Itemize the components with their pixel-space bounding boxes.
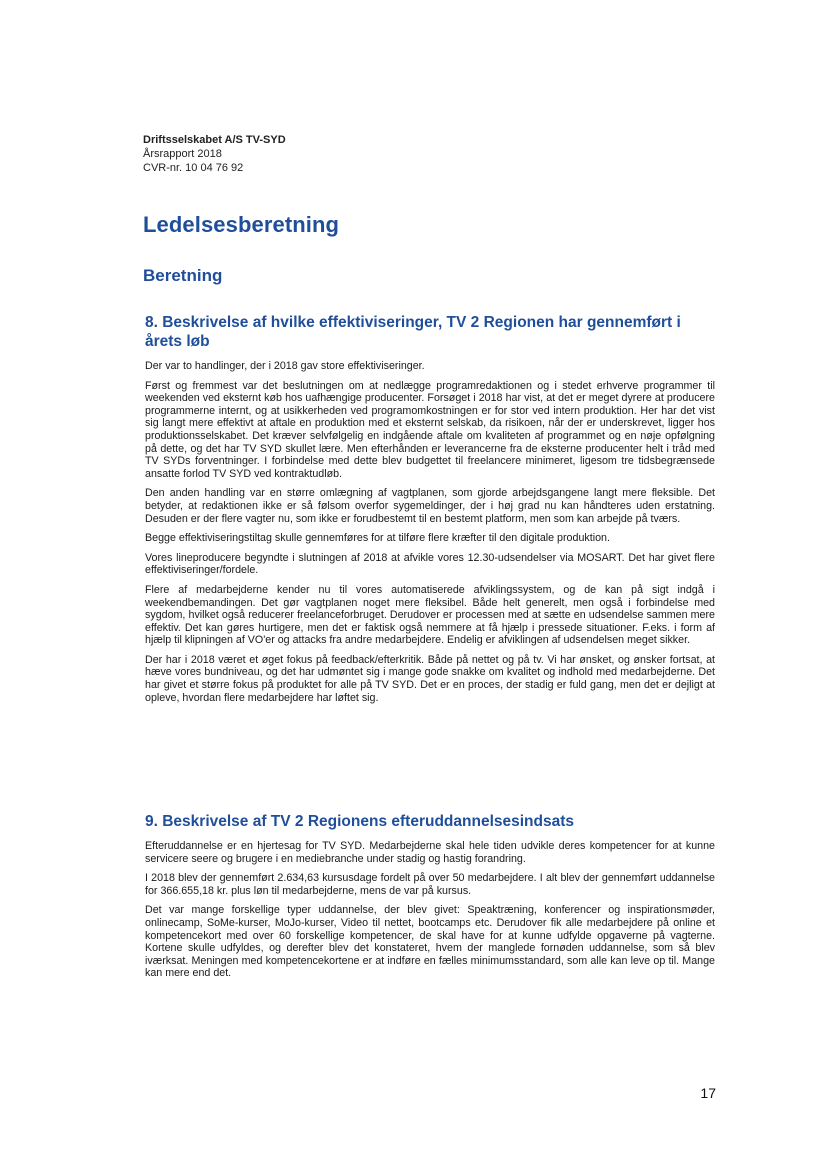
page-subtitle: Beretning — [143, 266, 223, 285]
paragraph: Den anden handling var en større omlægning af vagtplanen, som gjorde arbejdsgangene langt mere fleksible. Det betyder, at redaktionen ikke er så følsom overfor sygemeldinger, der i høj grad nu kan håndteres uden erstatning. Desuden er der flere vagter nu, som ikke er forudbestemt til en bestemt platform, men som kan arbejde på tværs. — [145, 487, 715, 525]
paragraph: Der har i 2018 været et øget fokus på feedback/efterkritik. Både på nettet og på tv. Vi har ønsket, og ønsker fortsat, at hæve vores bundniveau, og det har udmøntet sig i mange gode snakke om kvalitet og indhold med medarbejderne. Det har givet et større fokus på produktet for alle på TV SYD. Det er en proces, der stadig er fuld gang, men det er dejligt at opleve, hvordan flere medarbejdere har løftet sig. — [145, 653, 715, 704]
paragraph: Først og fremmest var det beslutningen om at nedlægge programredaktionen og i stedet erhverve programmer til weekenden ved eksternt køb hos uafhængige producenter. Forsøget i 2018 har vist, at det er meget dyrere at producere programmerne internt, og at usikkerheden ved programomkostningen er for stor ved intern produktion. Her har det vist sig langt mere effektivt at aftale en produktion med et eksternt selskab, da risikoen, når der er underskrevet, ligger hos produktionsselskabet. Det kræver selvfølgelig en indgående aftale om kvaliteten af programmet og en nøje opfølgning på dette, og det har TV SYD skullet lære. Men efterhånden er leverancerne fra de eksterne producenter helt i tråd med TV SYDs forventninger. I forbindelse med dette blev budgettet til freelancere minimeret, ligesom tre tidsbegrænsede ansatte forlod TV SYD ved kontraktudløb. — [145, 379, 715, 480]
paragraph: Vores lineproducere begyndte i slutningen af 2018 at afvikle vores 12.30-udsendelser via MOSART. Det har givet flere effektiviseringer/fordele. — [145, 551, 715, 577]
paragraph: Der var to handlinger, der i 2018 gav store effektiviseringer. — [145, 360, 425, 372]
paragraph: Det var mange forskellige typer uddannelse, der blev givet: Speaktræning, konferencer og inspirationsmøder, onlinecamp, SoMe-kurser, MoJo-kurser, Video til nettet, bootcamps etc. Derudover fik alle medarbejdere på online et kompetencekort med over 60 forskellige kompetencer, de skal have for at kunne udfylde opgaverne på vagterne. Kortene skulle udfyldes, og derefter blev det konstateret, hvem der manglede fornøden uddannelse, som så blev iværksat. Meningen med kompetencekortene er at indføre en fælles minimumsstandard, som alle kan leve op til. Mange kan mere end det. — [145, 904, 715, 980]
paragraph: Begge effektiviseringstiltag skulle gennemføres for at tilføre flere kræfter til den digitale produktion. — [145, 532, 610, 545]
report-title: Årsrapport 2018 — [143, 148, 222, 160]
cvr-number: CVR-nr. 10 04 76 92 — [143, 162, 244, 174]
section-9-heading: 9. Beskrivelse af TV 2 Regionens efteruddannelsesindsats — [145, 813, 574, 830]
document-header — [143, 133, 543, 175]
company-name: Driftsselskabet A/S TV-SYD — [143, 134, 286, 146]
section-8 — [145, 313, 715, 711]
page-title: Ledelsesberetning — [143, 212, 340, 237]
paragraph: I 2018 blev der gennemført 2.634,63 kursusdage fordelt på over 50 medarbejdere. I alt blev der gennemført uddannelse for 366.655,18 kr. plus løn til medarbejderne, mens de var på kursus. — [145, 872, 715, 897]
paragraph: Flere af medarbejderne kender nu til vores automatiserede afviklingssystem, og de kan på sigt indgå i weekendbemandingen. Det gør vagtplanen noget mere fleksibel. Både helt generelt, men også i forbindelse med sygdom, hvilket også reducerer freelanceforbruget. Derudover er processen med at sætte en udsendelse sammen mere effektiv. Det kan gøres hurtigere, men det er faktisk også nemmere at få hjælp i pressede situationer. F.eks. i form af hjælp til klipningen af VO'er og attacks fra andre medarbejdere. Endelig er afviklingen af udsendelsen meget sikker. — [145, 583, 715, 647]
paragraph: Efteruddannelse er en hjertesag for TV SYD. Medarbejderne skal hele tiden udvikle deres kompetencer for at kunne servicere seere og brugere i en mediebranche under stadig og hastig forandring. — [145, 840, 715, 865]
section-8-heading: 8. Beskrivelse af hvilke effektiviseringer, TV 2 Regionen har gennemført i årets løb — [145, 314, 681, 350]
page-number: 17 — [700, 1085, 716, 1101]
section-9 — [145, 812, 715, 987]
